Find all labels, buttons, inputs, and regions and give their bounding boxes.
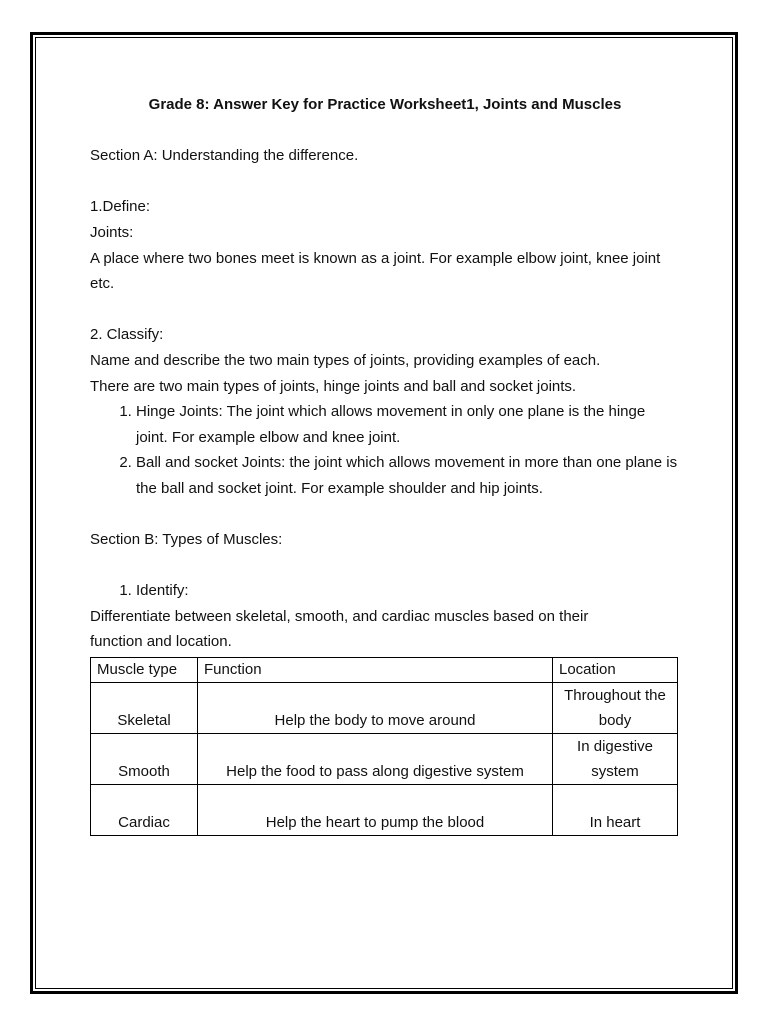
muscle-table [90, 657, 678, 836]
table-row [91, 785, 678, 836]
question-2-intro: There are two main types of joints, hinge joints and ball and socket joints. [90, 377, 577, 395]
header-muscle-type: Muscle type [91, 658, 198, 683]
question-1-term: Joints: [90, 223, 134, 241]
list-item-ball-socket-joints: 2. Ball and socket Joints: the joint which allows movement in more than one plane is the ball and socket joint. For example shoulder and hip joints. [136, 450, 680, 501]
cell-location: In heart [553, 785, 678, 836]
cell-function: Help the food to pass along digestive system [198, 734, 553, 785]
section-b-heading: Section B: Types of Muscles: [90, 531, 283, 549]
list-item-hinge-joints: 1. Hinge Joints: The joint which allows movement in only one plane is the hinge joint. For example elbow and knee joint. [136, 399, 680, 450]
question-1-label: 1.Define: [90, 198, 151, 216]
header-location: Location [553, 658, 678, 683]
list-item-identify: 1. Identify: [136, 578, 680, 604]
question-1-answer: A place where two bones meet is known as a joint. For example elbow joint, knee joint etc. [90, 249, 661, 293]
joint-types-list [90, 399, 680, 501]
cell-location: In digestive system [553, 734, 678, 785]
table-header-row [91, 658, 678, 683]
table-row [91, 734, 678, 785]
section-b-question: Differentiate between skeletal, smooth, and cardiac muscles based on their function and location. [90, 607, 589, 651]
page-title: Grade 8: Answer Key for Practice Worksheet1, Joints and Muscles [148, 96, 622, 113]
cell-function: Help the body to move around [198, 683, 553, 734]
cell-muscle-type: Smooth [91, 734, 198, 785]
table-row [91, 683, 678, 734]
header-function: Function [198, 658, 553, 683]
cell-muscle-type: Cardiac [91, 785, 198, 836]
question-2-label: 2. Classify: [90, 326, 164, 344]
section-b-list [90, 578, 680, 604]
question-2-text: Name and describe the two main types of joints, providing examples of each. [90, 351, 601, 369]
cell-function: Help the heart to pump the blood [198, 785, 553, 836]
section-a-heading: Section A: Understanding the difference. [90, 147, 359, 165]
cell-location: Throughout the body [553, 683, 678, 734]
cell-muscle-type: Skeletal [91, 683, 198, 734]
worksheet-content [90, 92, 680, 836]
